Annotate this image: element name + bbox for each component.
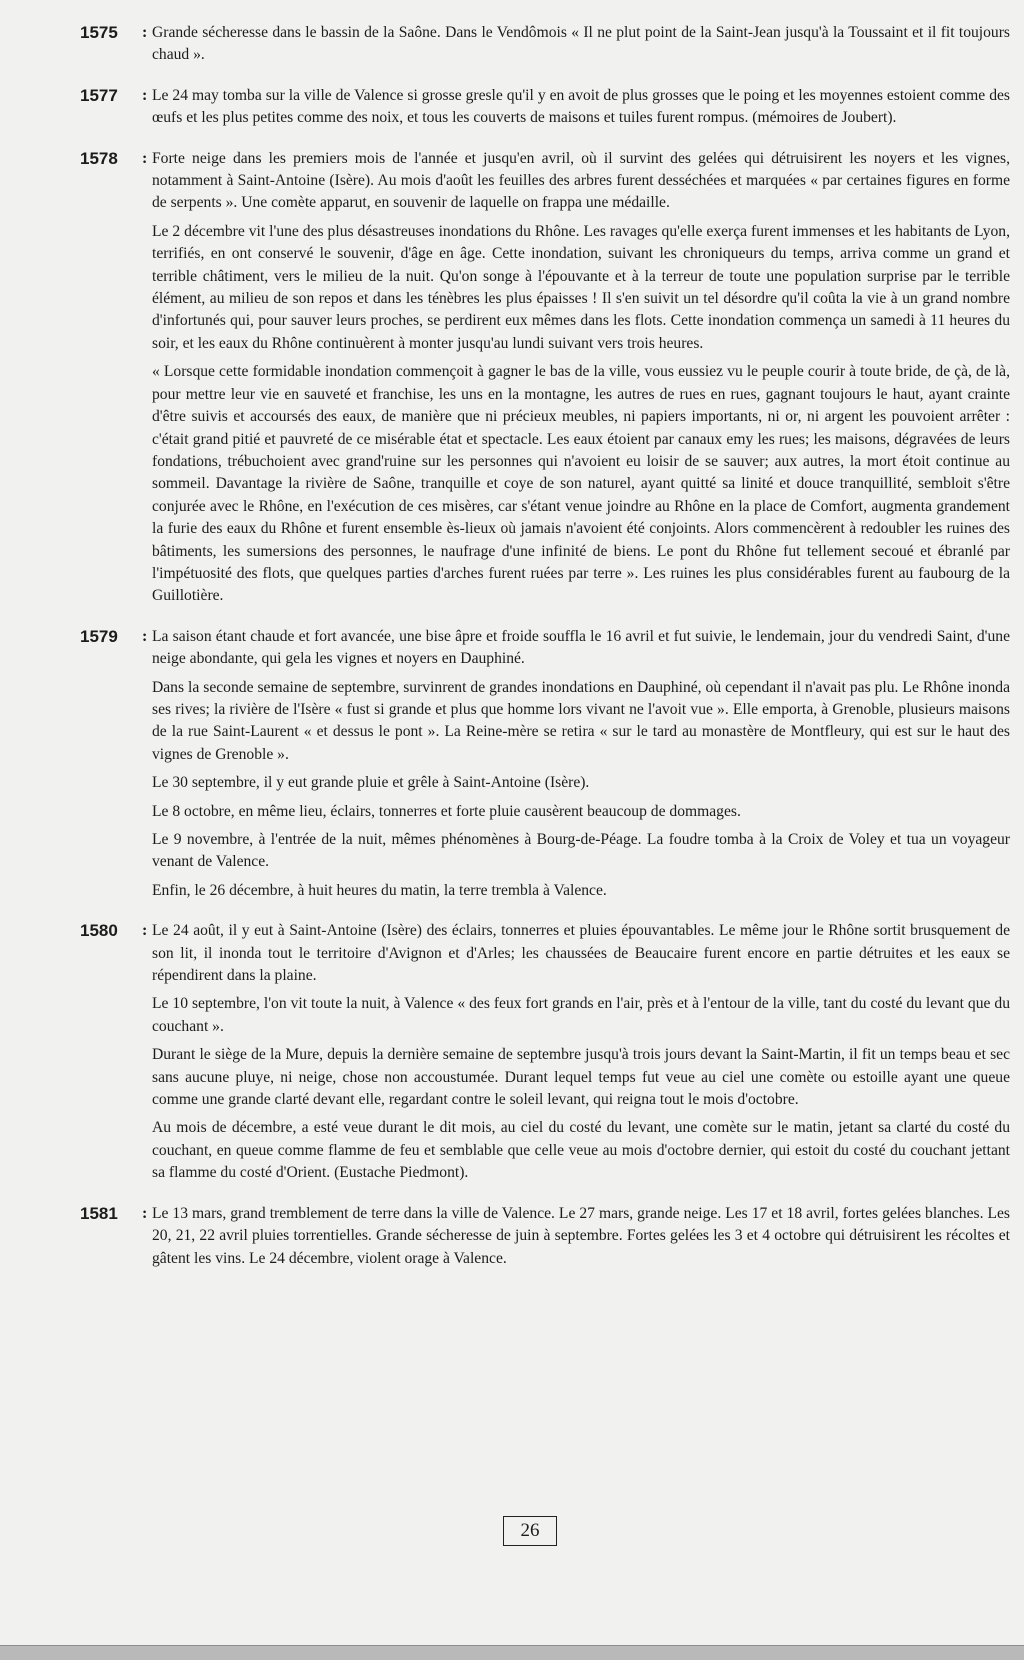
entry-paragraph: Dans la seconde semaine de septembre, survinrent de grandes inondations en Dauphiné, où cependant il n'avait pas plu. Le Rhône inonda ses rives; la rivière de l'Isère « fust si grande et plus que homme lors vivant ne l'avoit vue ». Elle emporta, à Grenoble, plusieurs maisons de la rue Saint-Laurent « et dessus le pont ». La Reine-mère se retira « sur le tard au monastère de Montfleury, qui est sur le haut des vignes de Grenoble ». bbox=[152, 678, 1010, 763]
entry-paragraph: Le 10 septembre, l'on vit toute la nuit, à Valence « des feux fort grands en l'air, près et à l'entour de la ville, tant du costé du levant que du couchant ». bbox=[152, 995, 1010, 1035]
entry-paragraph: Le 24 may tomba sur la ville de Valence si grosse gresle qu'il y en avoit de plus grosses que le poing et les moyennes estoient comme des œufs et les plus petites comme des noix, et tous les couverts de maisons et tuiles furent rompus. (mémoires de Joubert). bbox=[152, 86, 1010, 127]
year-separator: : bbox=[142, 1204, 148, 1222]
entry-body bbox=[152, 85, 1010, 130]
entry-1580 bbox=[80, 920, 1010, 1184]
entry-body bbox=[152, 626, 1010, 902]
entry-paragraph: Durant le siège de la Mure, depuis la dernière semaine de septembre jusqu'à trois jours devant la Saint-Martin, il fit un temps beau et sec sans aucune pluye, ni neige, chose non accoustumée. Durant lequel temps fut veue au ciel une comète ou estoille ayant une queue comme une grande clarté devant elle, regardant contre le soleil levant, qui reigna tout le mois d'octobre. bbox=[152, 1046, 1010, 1109]
entry-body bbox=[152, 1203, 1010, 1270]
year-separator: : bbox=[142, 922, 148, 940]
entry-paragraph: Le 24 août, il y eut à Saint-Antoine (Isère) des éclairs, tonnerres et pluies épouvantables. Le même jour le Rhône sortit brusquement de son lit, il inonda tout le territoire d'Avignon et d'Arles; les chaussées de Beaucaire furent encore en partie détruites et les eaux se répendirent dans la plaine. bbox=[152, 922, 1010, 985]
entry-paragraph: Forte neige dans les premiers mois de l'année et jusqu'en avril, où il survint des gelées qui détruisirent les noyers et les vignes, notamment à Saint-Antoine (Isère). Au mois d'août les feuilles des arbres furent desséchées et marquées « par certaines figures en forme de serpents ». Une comète apparut, en souvenir de laquelle on frappa une médaille. bbox=[152, 149, 1010, 212]
entry-paragraph: Grande sécheresse dans le bassin de la Saône. Dans le Vendômois « Il ne plut point de la Saint-Jean jusqu'à la Toussaint et il fit toujours chaud ». bbox=[152, 24, 1010, 64]
entry-paragraph: Au mois de décembre, a esté veue durant le dit mois, au ciel du costé du levant, une comète sur le matin, jetant sa clarté du costé du couchant, en queue comme flamme de feu et semblable que celle veue au mois d'octobre dernier, qui estoit du costé du couchant jettant sa flamme du costé d'Orient. (Eustache Piedmont). bbox=[152, 1119, 1010, 1182]
entry-paragraph: « Lorsque cette formidable inondation commençoit à gagner le bas de la ville, vous eussiez vu le peuple courir à toute bride, de çà, de là, pour mettre leur vie en sauveté et franchise, les uns en la montagne, les autres de rues en rues, gagnant toujours le haut, ayant crainte d'être suivis et accoursés des eaux, de manière que ni précieux meubles, ni papiers importants, ni or, ni argent les pouvoient arrêter : c'était grand pitié et pauvreté de ce misérable état et spectacle. Les eaux étoient par canaux emy les rues; les maisons, dégravées de leurs fondations, trébuchoient avec grand'ruine sur les personnes qui n'avoient eu loisir de se sauver; aux autres, la mort étoit continue au sommeil. Davantage la rivière de Saône, tranquille et coye de son naturel, ayant quitté sa linité et douce tranquillité, sembloit s'être conjurée avec le Rhône, en l'exécution de ces misères, car s'étant venue joindre au Rhône en la place de Comfort, augmenta grandement la furie des eaux du Rhône et furent ensemble ès-lieux où jamais n'avoient été conjoints. Alors commencèrent à redoubler les ruines des bâtiments, les sumersions des personnes, le naufrage d'une infinité de biens. Le pont du Rhône fut tellement secoué et ébranlé par l'impétuosité des flots, que quelques parties d'arches furent ruées par terre ». Les ruines les plus considérables furent au faubourg de la Guillotière. bbox=[152, 363, 1010, 605]
entry-paragraph: Le 2 décembre vit l'une des plus désastreuses inondations du Rhône. Les ravages qu'elle exerça furent immenses et les habitants de Lyon, terrifiés, en ont conservé le souvenir, d'âge en âge. Cette inondation, suivant les chroniqueurs du temps, arriva comme un grand et terrible châtiment, vers le milieu de la nuit. Qu'on songe à l'épouvante et à la terreur de toute une population surprise par le terrible élément, au milieu de son repos et dans les ténèbres les plus épaisses ! Il s'en suivit un tel désordre qu'il coûta la vie à un grand nombre d'infortunés qui, pour sauver leurs proches, se perdirent eux mêmes dans les flots. Cette inondation commença un samedi à 11 heures du soir, et les eaux du Rhône continuèrent à monter jusqu'au lundi suivant vers trois heures. bbox=[152, 222, 1010, 352]
entry-paragraph: Le 8 octobre, en même lieu, éclairs, tonnerres et forte pluie causèrent beaucoup de dommages. bbox=[152, 802, 741, 820]
entry-year: 1580 bbox=[80, 921, 118, 941]
entry-1579 bbox=[80, 626, 1010, 902]
entry-1578 bbox=[80, 148, 1010, 608]
entry-paragraph: Enfin, le 26 décembre, à huit heures du matin, la terre trembla à Valence. bbox=[152, 881, 607, 899]
year-separator: : bbox=[142, 627, 148, 645]
entry-body bbox=[152, 148, 1010, 608]
entry-year: 1578 bbox=[80, 148, 118, 168]
chronicle-entries bbox=[80, 22, 1010, 1288]
entry-1581 bbox=[80, 1203, 1010, 1270]
entry-body bbox=[152, 920, 1010, 1184]
entry-body bbox=[152, 22, 1010, 67]
entry-year: 1577 bbox=[80, 85, 118, 105]
entry-1575 bbox=[80, 22, 1010, 67]
entry-year: 1579 bbox=[80, 626, 118, 646]
entry-paragraph: Le 9 novembre, à l'entrée de la nuit, mêmes phénomènes à Bourg-de-Péage. La foudre tomba à la Croix de Voley et tua un voyageur venant de Valence. bbox=[152, 831, 1010, 871]
entry-paragraph: Le 30 septembre, il y eut grande pluie et grêle à Saint-Antoine (Isère). bbox=[152, 774, 590, 792]
page-number: 26 bbox=[503, 1516, 557, 1546]
year-separator: : bbox=[142, 24, 148, 41]
entry-year: 1581 bbox=[80, 1203, 118, 1223]
entry-1577 bbox=[80, 85, 1010, 130]
entry-year: 1575 bbox=[80, 23, 118, 42]
entry-paragraph: Le 13 mars, grand tremblement de terre dans la ville de Valence. Le 27 mars, grande neige. Les 17 et 18 avril, fortes gelées blanches. Les 20, 21, 22 avril pluies torrentielles. Grande sécheresse de juin à septembre. Fortes gelées les 3 et 4 octobre qui détruisirent les récoltes et gâtent les vins. Le 24 décembre, violent orage à Valence. bbox=[152, 1204, 1010, 1267]
year-separator: : bbox=[142, 149, 148, 167]
year-separator: : bbox=[142, 86, 148, 104]
scan-edge bbox=[0, 1645, 1024, 1660]
entry-paragraph: La saison étant chaude et fort avancée, une bise âpre et froide souffla le 16 avril et fut suivie, le lendemain, jour du vendredi Saint, d'une neige abondante, qui gela les vignes et noyers en Dauphiné. bbox=[152, 627, 1010, 668]
